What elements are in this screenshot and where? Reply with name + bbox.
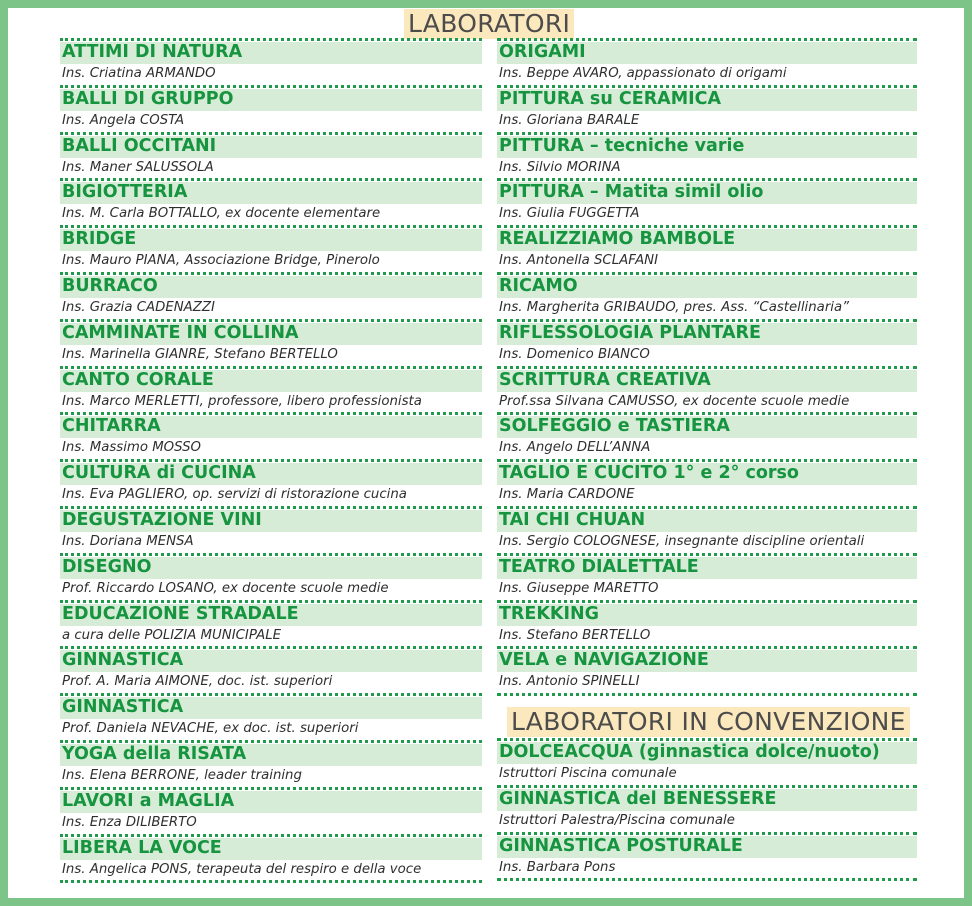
page-title: LABORATORI <box>404 9 574 39</box>
lab-title: CAMMINATE IN COLLINA <box>62 322 299 343</box>
lab-title: BURRACO <box>62 275 158 296</box>
lab-title: PITTURA su CERAMICA <box>499 88 722 109</box>
lab-title: BALLI DI GRUPPO <box>62 88 234 109</box>
lab-entry <box>497 412 917 459</box>
lab-teacher: Ins. Antonella SCLAFANI <box>499 253 659 269</box>
lab-title: PITTURA – Matita simil olio <box>499 182 764 203</box>
lab-teacher: Ins. Beppe AVARO, appassionato di origami <box>499 66 787 81</box>
convenzione-entry <box>497 738 917 785</box>
lab-entry <box>497 366 917 413</box>
lab-teacher: a cura delle POLIZIA MUNICIPALE <box>62 627 282 643</box>
lab-teacher: Prof. Daniela NEVACHE, ex doc. ist. superiori <box>62 721 359 737</box>
lab-teacher: Ins. Giulia FUGGETTA <box>499 206 640 222</box>
lab-title: GINNASTICA POSTURALE <box>499 835 743 856</box>
lab-title: DISEGNO <box>62 556 152 577</box>
lab-entry <box>60 506 482 553</box>
lab-title: ATTIMI DI NATURA <box>62 42 243 62</box>
lab-title: VELA e NAVIGAZIONE <box>499 650 709 671</box>
lab-entry <box>60 85 482 132</box>
lab-entry <box>497 38 917 85</box>
lab-teacher: Ins. Antonio SPINELLI <box>499 674 640 690</box>
lab-title: SOLFEGGIO e TASTIERA <box>499 416 730 437</box>
lab-teacher: Ins. Eva PAGLIERO, op. servizi di ristorazione cucina <box>62 487 407 503</box>
lab-entry <box>497 600 917 647</box>
lab-entry <box>60 740 482 787</box>
lab-entry <box>497 459 917 506</box>
lab-entry <box>497 319 917 366</box>
lab-title: REALIZZIAMO BAMBOLE <box>499 229 736 250</box>
lab-title: ORIGAMI <box>499 42 586 62</box>
lab-entry <box>497 225 917 272</box>
lab-entry <box>60 834 482 881</box>
lab-teacher: Prof.ssa Silvana CAMUSSO, ex docente scuole medie <box>499 393 850 409</box>
lab-title: TAGLIO E CUCITO 1° e 2° corso <box>499 463 799 484</box>
lab-title: CHITARRA <box>62 416 161 437</box>
lab-entry <box>497 506 917 553</box>
lab-entry <box>60 132 482 179</box>
lab-teacher: Ins. Marinella GIANRE, Stefano BERTELLO <box>62 346 338 362</box>
lab-teacher: Ins. Marco MERLETTI, professore, libero professionista <box>62 393 422 409</box>
lab-teacher: Ins. Barbara Pons <box>499 859 616 875</box>
lab-entry <box>60 600 482 647</box>
lab-teacher: Ins. Maria CARDONE <box>499 487 635 503</box>
lab-title: GINNASTICA <box>62 697 184 718</box>
lab-title: CULTURA di CUCINA <box>62 463 256 484</box>
lab-title: PITTURA – tecniche varie <box>499 135 745 156</box>
lab-entry <box>60 646 482 693</box>
lab-title: CANTO CORALE <box>62 369 214 390</box>
lab-teacher: Istruttori Palestra/Piscina comunale <box>499 812 735 828</box>
lab-teacher: Ins. Doriana MENSA <box>62 533 194 549</box>
lab-title: EDUCAZIONE STRADALE <box>62 603 299 624</box>
lab-entry <box>60 178 482 225</box>
lab-title: TEATRO DIALETTALE <box>499 556 699 577</box>
lab-title: SCRITTURA CREATIVA <box>499 369 711 390</box>
lab-teacher: Ins. Gloriana BARALE <box>499 112 640 128</box>
lab-entry <box>60 366 482 413</box>
convenzione-column <box>497 738 917 881</box>
lab-title: LAVORI a MAGLIA <box>62 790 235 811</box>
lab-entry <box>497 178 917 225</box>
lab-entry <box>497 132 917 179</box>
lab-title: YOGA della RISATA <box>62 743 247 764</box>
lab-entry <box>497 553 917 600</box>
lab-teacher: Prof. A. Maria AIMONE, doc. ist. superiori <box>62 674 333 690</box>
lab-entry <box>60 319 482 366</box>
lab-teacher: Ins. Sergio COLOGNESE, insegnante discipline orientali <box>499 533 865 549</box>
lab-teacher: Ins. Stefano BERTELLO <box>499 627 651 643</box>
lab-teacher: Ins. Silvio MORINA <box>499 159 621 175</box>
lab-entry <box>60 38 482 85</box>
lab-teacher: Istruttori Piscina comunale <box>499 766 677 781</box>
lab-teacher: Ins. Domenico BIANCO <box>499 346 650 362</box>
lab-title: GINNASTICA del BENESSERE <box>499 788 777 809</box>
lab-teacher: Ins. Angela COSTA <box>62 112 185 128</box>
lab-teacher: Prof. Riccardo LOSANO, ex docente scuole medie <box>62 580 389 596</box>
lab-teacher: Ins. Maner SALUSSOLA <box>62 159 214 175</box>
lab-entry <box>497 646 917 693</box>
convenzione-title: LABORATORI IN CONVENZIONE <box>507 707 910 737</box>
lab-title: BIGIOTTERIA <box>62 182 188 203</box>
lab-title: GINNASTICA <box>62 650 184 671</box>
lab-entry <box>60 412 482 459</box>
lab-teacher: Ins. Angelo DELL’ANNA <box>499 440 651 456</box>
lab-entry <box>60 225 482 272</box>
lab-entry <box>60 693 482 740</box>
lab-teacher: Ins. Mauro PIANA, Associazione Bridge, Pinerolo <box>62 253 380 269</box>
lab-title: BRIDGE <box>62 229 137 250</box>
lab-title: BALLI OCCITANI <box>62 135 217 156</box>
convenzione-entry <box>497 785 917 832</box>
lab-teacher: Ins. Margherita GRIBAUDO, pres. Ass. “Castellinaria” <box>499 299 850 315</box>
right-column <box>497 38 917 696</box>
dotted-divider <box>497 878 917 881</box>
lab-entry <box>60 553 482 600</box>
lab-entry <box>60 787 482 834</box>
lab-teacher: Ins. Massimo MOSSO <box>62 440 202 456</box>
lab-title: TAI CHI CHUAN <box>499 509 646 530</box>
lab-teacher: Ins. Criatina ARMANDO <box>62 66 216 81</box>
lab-title: RIFLESSOLOGIA PLANTARE <box>499 322 761 343</box>
lab-teacher: Ins. Giuseppe MARETTO <box>499 580 659 596</box>
convenzione-entry <box>497 832 917 879</box>
lab-title: DEGUSTAZIONE VINI <box>62 509 262 530</box>
lab-teacher: Ins. Angelica PONS, terapeuta del respiro e della voce <box>62 861 422 877</box>
lab-title: LIBERA LA VOCE <box>62 837 222 858</box>
dotted-divider <box>497 693 917 696</box>
lab-title: TREKKING <box>499 603 600 624</box>
lab-teacher: Ins. Elena BERRONE, leader training <box>62 767 302 783</box>
lab-entry <box>60 459 482 506</box>
lab-title: DOLCEACQUA (ginnastica dolce/nuoto) <box>499 742 880 762</box>
lab-teacher: Ins. Grazia CADENAZZI <box>62 299 215 315</box>
lab-entry <box>497 272 917 319</box>
lab-teacher: Ins. M. Carla BOTTALLO, ex docente elementare <box>62 206 381 222</box>
dotted-divider <box>60 880 482 883</box>
lab-entry <box>60 272 482 319</box>
lab-entry <box>497 85 917 132</box>
lab-title: RICAMO <box>499 275 578 296</box>
left-column <box>60 38 482 883</box>
lab-teacher: Ins. Enza DILIBERTO <box>62 814 197 830</box>
